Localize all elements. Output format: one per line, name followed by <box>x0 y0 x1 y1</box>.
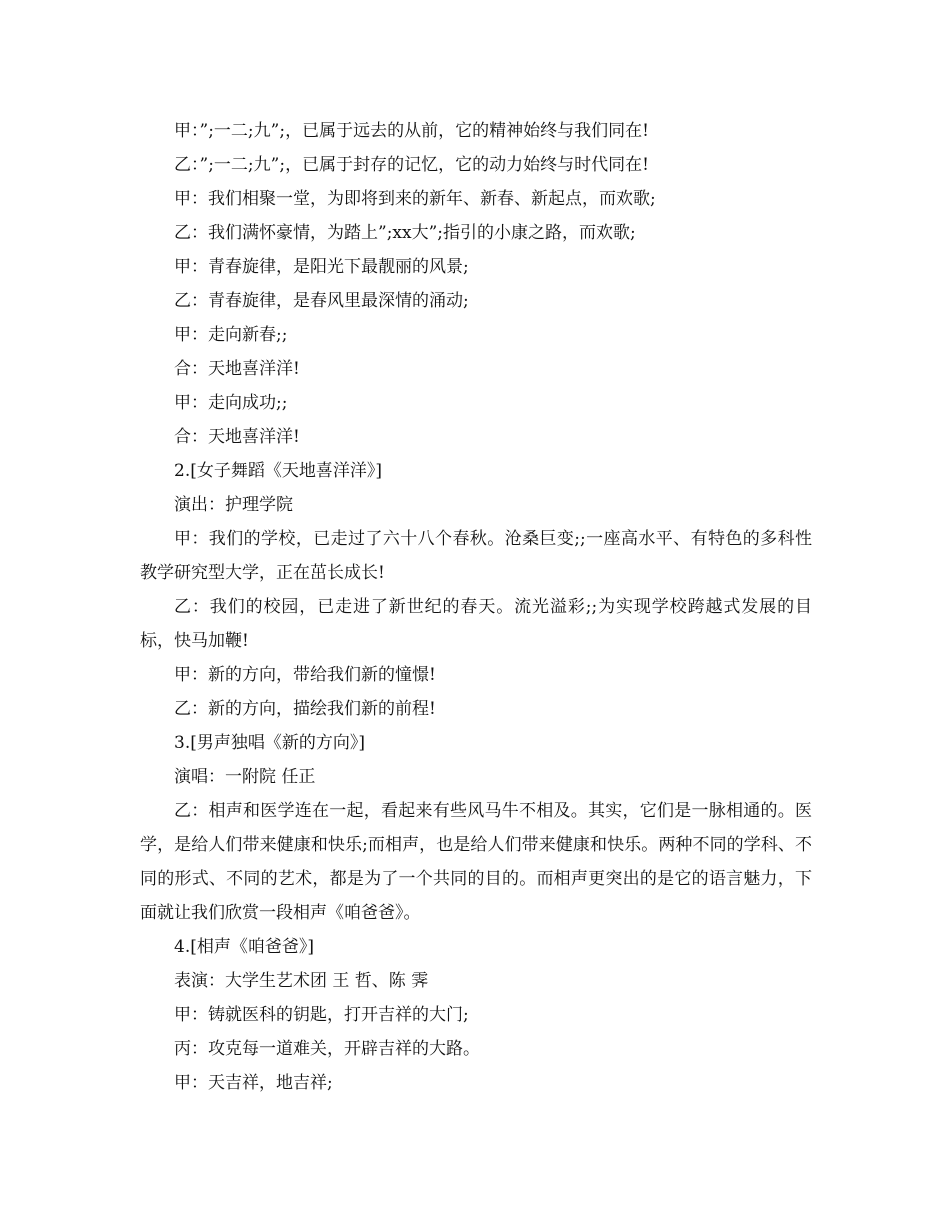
section-heading: 3.[男声独唱《新的方向》] <box>174 733 365 753</box>
paragraph: 乙：青春旋律，是春风里最深情的涌动; <box>174 291 469 311</box>
paragraph: 乙：我们的校园，已走进了新世纪的春天。流光溢彩;;为实现学校跨越式发展的目标，快马加鞭! <box>140 597 812 651</box>
paragraph: 合：天地喜洋洋! <box>174 359 300 379</box>
paragraph: 合：天地喜洋洋! <box>174 427 300 447</box>
paragraph: 甲：新的方向，带给我们新的憧憬! <box>174 665 436 685</box>
paragraph: 丙：攻克每一道难关，开辟吉祥的大路。 <box>174 1039 480 1059</box>
section-heading: 2.[女子舞蹈《天地喜洋洋》] <box>174 461 382 481</box>
paragraph: 乙：相声和医学连在一起，看起来有些风马牛不相及。其实，它们是一脉相通的。医学，是给人们带来健康和快乐;而相声，也是给人们带来健康和快乐。两种不同的学科、不同的形式、不同的艺术，都是为了一个共同的目的。而相声更突出的是它的语言魅力，下面就让我们欣赏一段相声《咱爸爸》。 <box>140 801 812 923</box>
paragraph: 甲：我们相聚一堂，为即将到来的新年、新春、新起点，而欢歌; <box>174 189 656 209</box>
document-body <box>140 114 812 1100</box>
performer-line: 表演：大学生艺术团 王 哲、陈 霁 <box>174 971 429 991</box>
paragraph: 乙：新的方向，描绘我们新的前程! <box>174 699 436 719</box>
paragraph: 乙：”;一二;九”;，已属于封存的记忆，它的动力始终与时代同在! <box>174 155 649 175</box>
paragraph: 甲：走向成功;; <box>174 393 288 413</box>
performer-line: 演唱：一附院 任正 <box>174 767 316 787</box>
paragraph: 甲：天吉祥，地吉祥; <box>174 1073 333 1093</box>
section-heading: 4.[相声《咱爸爸》] <box>174 937 314 957</box>
paragraph: 甲：铸就医科的钥匙，打开吉祥的大门; <box>174 1005 469 1025</box>
paragraph: 甲：”;一二;九”;，已属于远去的从前，它的精神始终与我们同在! <box>174 121 649 141</box>
paragraph: 乙：我们满怀豪情，为踏上”;xx大”;指引的小康之路，而欢歌; <box>174 223 636 243</box>
paragraph: 甲：青春旋律，是阳光下最靓丽的风景; <box>174 257 469 277</box>
paragraph: 甲：我们的学校，已走过了六十八个春秋。沧桑巨变;;一座高水平、有特色的多科性教学研究型大学，正在茁长成长! <box>140 529 812 583</box>
paragraph: 甲：走向新春;; <box>174 325 288 345</box>
performer-line: 演出：护理学院 <box>174 495 293 515</box>
